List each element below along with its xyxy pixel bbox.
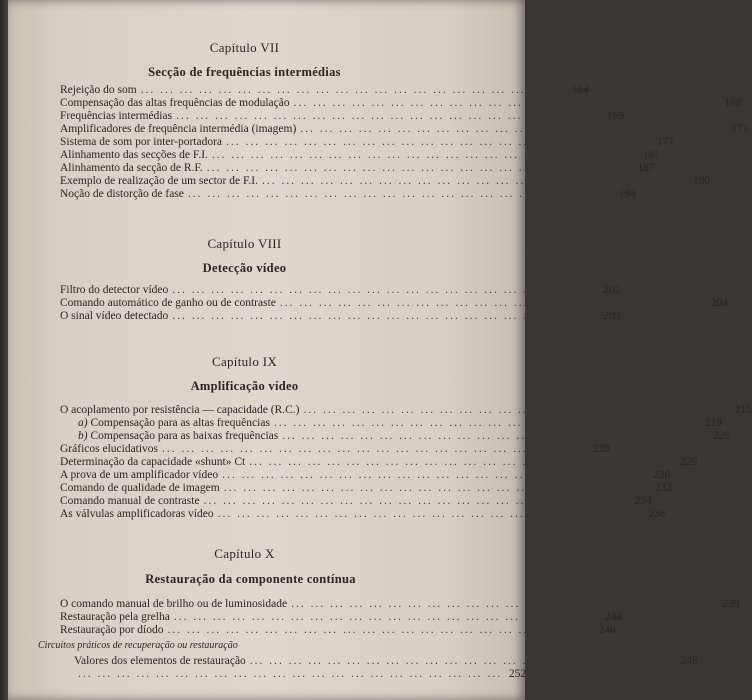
toc-entry: Gráficos elucidativos ... ... ... ... ... ... ... ... ... ... ... ... ... ... ... ... ... ... ... ... ... ... 228 [60,443,611,455]
toc-entry: ... ... ... ... ... ... ... ... ... ... ... ... ... ... ... ... ... ... ... ... ... ... 252 [78,668,527,680]
table-of-contents [8,0,752,700]
toc-entry: Valores dos elementos de restauração ... ... ... ... ... ... ... ... ... ... ... ... ... ... ... ... ... ... ... ... ... ... 248 [74,655,698,667]
chapter-title: Capítulo X [214,546,275,561]
chapter-title: Capítulo IX [211,354,278,369]
toc-entry: Noção de distorção de fase ... ... ... ... ... ... ... ... ... ... ... ... ... ... ... ... ... ... ... ... ... ... 194 [60,188,637,200]
chapter-title: Capítulo VII [209,40,280,55]
toc-entry: Comando de qualidade de imagem ... ... ... ... ... ... ... ... ... ... ... ... ... ... ... ... ... ... ... ... ... ... 232 [60,482,672,494]
subsection-note: Circuitos práticos de recuperação ou restauração [38,640,238,651]
toc-entry: O comando manual de brilho ou de luminosidade ... ... ... ... ... ... ... ... ... ... ... ... ... ... ... ... ... ... ... ... ... ... 239 [60,598,740,610]
section-title: Secção de frequências intermédias [148,65,341,79]
toc-entry: Restauração por díodo ... ... ... ... ... ... ... ... ... ... ... ... ... ... ... ... ... ... ... ... ... ... 246 [60,624,616,636]
section-title: Detecção vídeo [202,261,287,275]
toc-entry: Comando automático de ganho ou de contraste ... ... ... ... ... ... ... ... ... ... ... ... ... ... ... ... ... ... ... ... ... ... 204 [60,297,729,309]
toc-entry: a) Compensação para as altas frequências ... ... ... ... ... ... ... ... ... ... ... ... ... ... ... ... ... ... ... ... ... ... 219 [78,417,723,429]
toc-entry: b) Compensação para as baixas frequências ... ... ... ... ... ... ... ... ... ... ... ... ... ... ... ... ... ... ... ... ... ... 225 [78,430,731,442]
toc-entry: O sinal vídeo detectado ... ... ... ... ... ... ... ... ... ... ... ... ... ... ... ... ... ... ... ... ... ... 209 [60,310,621,322]
section-title: Restauração da componente contínua [145,572,356,586]
toc-entry: Alinhamento da secção de R.F. ... ... ... ... ... ... ... ... ... ... ... ... ... ... ... ... ... ... ... ... ... ... 187 [60,162,655,174]
book-page [8,0,752,700]
chapter-title: Capítulo VIII [207,236,282,251]
toc-entry: Comando manual de contraste ... ... ... ... ... ... ... ... ... ... ... ... ... ... ... ... ... ... ... ... ... ... 234 [60,495,652,507]
toc-entry: Sistema de som por inter-portadora ... ... ... ... ... ... ... ... ... ... ... ... ... ... ... ... ... ... ... ... ... ... 177 [60,136,675,148]
toc-entry: Alinhamento das secções de F.I. ... ... ... ... ... ... ... ... ... ... ... ... ... ... ... ... ... ... ... ... ... ... 181 [60,149,661,161]
toc-entry: Exemplo de realização de um sector de F.I. ... ... ... ... ... ... ... ... ... ... ... ... ... ... ... ... ... ... ... ... ... ... 190 [60,175,711,187]
toc-entry: O acoplamento por resistência — capacidade (R.C.) ... ... ... ... ... ... ... ... ... ... ... ... ... ... ... ... ... ... ... ... ... ... 215 [60,404,752,416]
toc-entry: Determinação da capacidade «shunt» Ct ... ... ... ... ... ... ... ... ... ... ... ... ... ... ... ... ... ... ... ... ... ... 229 [60,456,698,468]
section-title: Amplificação vídeo [190,379,299,393]
toc-entry: Rejeição do som ... ... ... ... ... ... ... ... ... ... ... ... ... ... ... ... ... ... ... ... ... ... 164 [60,84,589,96]
toc-entry: Frequências intermédias ... ... ... ... ... ... ... ... ... ... ... ... ... ... ... ... ... ... ... ... ... ... 169 [60,110,625,122]
toc-entry: A prova de um amplificador vídeo ... ... ... ... ... ... ... ... ... ... ... ... ... ... ... ... ... ... ... ... ... ... 230 [60,469,671,481]
toc-entry: Filtro do detector vídeo ... ... ... ... ... ... ... ... ... ... ... ... ... ... ... ... ... ... ... ... ... ... 202 [60,284,621,296]
toc-entry: Amplificadores de frequência intermédia (imagem) ... ... ... ... ... ... ... ... ... ... ... ... ... ... ... ... ... ... ... ... ... ... 171 [60,123,749,135]
toc-entry: Compensação das altas frequências de modulação ... ... ... ... ... ... ... ... ... ... ... ... ... ... ... ... ... ... ... ... ... ... 168 [60,97,742,109]
toc-entry: Restauração pela grelha ... ... ... ... ... ... ... ... ... ... ... ... ... ... ... ... ... ... ... ... ... ... 244 [60,611,622,623]
book-spine-shadow [0,0,8,700]
toc-entry: As válvulas amplificadoras vídeo ... ... ... ... ... ... ... ... ... ... ... ... ... ... ... ... ... ... ... ... ... ... 236 [60,508,666,520]
